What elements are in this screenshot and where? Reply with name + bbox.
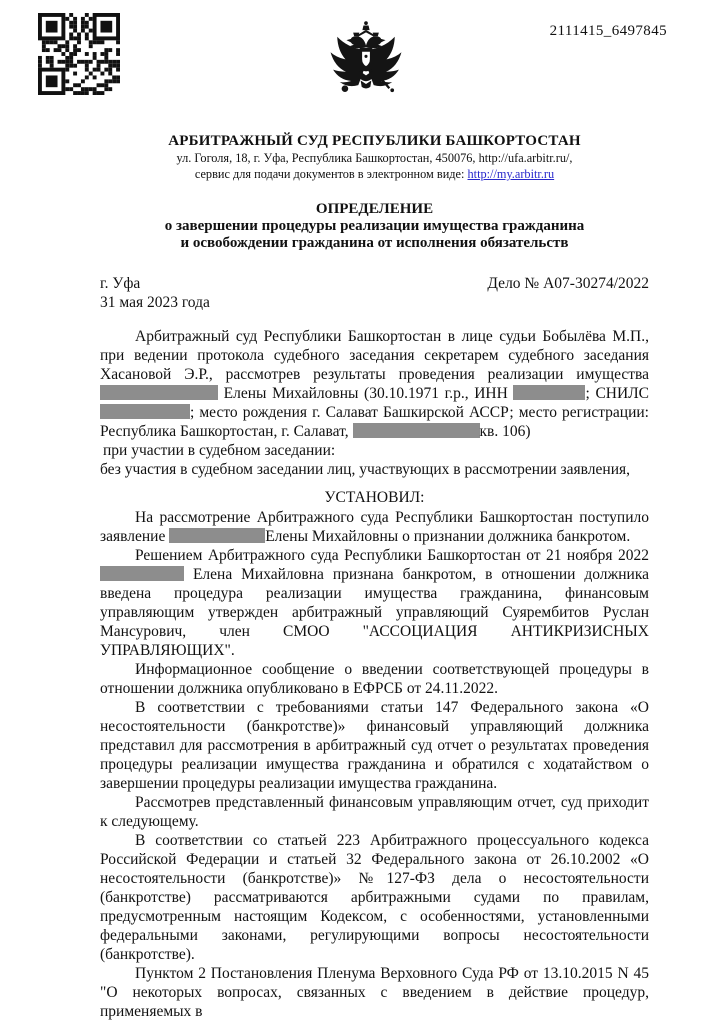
court-address: ул. Гоголя, 18, г. Уфа, Республика Башкортостан, 450076, http://ufa.arbitr.ru/, — [176, 151, 573, 165]
text-segment: Елены Михайловны о признании должника банкротом. — [265, 528, 631, 545]
paragraph-application — [100, 508, 649, 546]
paragraph-efrsb: Информационное сообщение о введении соответствующей процедуры в отношении должника опубликовано в ЕФРСБ от 24.11.2022. — [100, 661, 649, 697]
text-segment: Решением Арбитражного суда Республики Башкортостан от 21 ноября 2022 — [135, 547, 649, 564]
qr-code — [38, 13, 120, 95]
case-number: Дело № А07-30274/2022 — [487, 275, 649, 292]
body-text — [100, 327, 649, 1021]
document-date: 31 мая 2023 года — [100, 294, 210, 311]
redaction-box — [353, 423, 480, 438]
paragraph-plenum: Пунктом 2 Постановления Пленума Верховного Суда РФ от 13.10.2015 N 45 "О некоторых вопросах, связанных с введением в действие процедур, применяемых в — [100, 965, 649, 1020]
document-subtitle-1: о завершении процедуры реализации имущества гражданина — [164, 218, 585, 234]
text-segment: ; СНИЛС — [585, 385, 650, 402]
redaction-box — [100, 404, 190, 419]
paragraph-decision — [100, 546, 649, 660]
attendance-line-2: без участия в судебном заседании лиц, участвующих в рассмотрении заявления, — [100, 461, 630, 478]
redaction-box — [513, 385, 585, 400]
paragraph-article223: В соответствии со статьей 223 Арбитражного процессуального кодекса Российской Федерации и статьей 32 Федерального закона от 26.10.2002 «О несостоятельности (банкротстве)» №127-ФЗ дела о несостоятельности (банкротстве) рассматриваются арбитражными судами по правилам, предусмотренным настоящим Кодексом, с особенностями, установленными федеральными законами, регулирующими вопросы несостоятельности (банкротстве). — [100, 832, 649, 963]
e-filing-line — [100, 167, 649, 182]
text-segment: Арбитражный суд Республики Башкортостан в лице судьи Бобылёва М.П., при ведении протокола судебного заседания секретарем судебного заседания Хасановой Э.Р., рассмотрев результаты проведения реализации имущества — [100, 328, 649, 383]
paragraph-article147: В соответствии с требованиями статьи 147 Федерального закона «О несостоятельности (банкротстве)» финансовый управляющий должника представил для рассмотрения в арбитражный суд отчет о результатах проведения процедуры реализации имущества гражданина и обратился с ходатайством о завершении процедуры реализации имущества гражданина. — [100, 699, 649, 792]
city: г. Уфа — [100, 275, 141, 292]
case-row — [100, 274, 649, 293]
redaction-box — [100, 385, 218, 400]
court-name: АРБИТРАЖНЫЙ СУД РЕСПУБЛИКИ БАШКОРТОСТАН — [168, 133, 581, 149]
redaction-box — [100, 566, 184, 581]
text-segment: ; место рождения г. Салават Башкирской АССР; место регистрации: Республика Башкортостан, г. Салават, — [100, 404, 649, 440]
document-number: 2111415_6497845 — [549, 23, 667, 39]
intro-paragraph — [100, 327, 649, 441]
text-segment: кв. 106) — [479, 423, 531, 440]
document-subtitle-2: и освобождении гражданина от исполнения обязательств — [180, 235, 569, 251]
text-segment: На рассмотрение Арбитражного суда Республики Башкортостан поступило заявление — [100, 509, 649, 545]
text-segment: Елена Михайловна признана банкротом, в отношении должника введена процедура реализации имущества гражданина, финансовым управляющим утвержден арбитражный управляющий Суярембитов Руслан Мансурович, член СМОО "АССОЦИАЦИЯ АНТИКРИЗИСНЫХ УПРАВЛЯЮЩИХ". — [100, 566, 649, 659]
e-filing-text: сервис для подачи документов в электронном виде: — [194, 167, 468, 181]
title-block — [100, 201, 649, 252]
coat-of-arms-icon — [329, 20, 403, 106]
document-title: ОПРЕДЕЛЕНИЕ — [315, 201, 434, 217]
ustanovil-heading: УСТАНОВИЛ: — [324, 489, 425, 506]
text-segment: Елены Михайловны (30.10.1971 г.р., ИНН — [223, 385, 508, 402]
redaction-box — [169, 528, 265, 543]
paragraph-report: Рассмотрев представленный финансовым управляющим отчет, суд приходит к следующему. — [100, 794, 649, 830]
e-filing-link[interactable]: http://my.arbitr.ru — [467, 167, 555, 181]
attendance-line-1: при участии в судебном заседании: — [103, 442, 336, 459]
